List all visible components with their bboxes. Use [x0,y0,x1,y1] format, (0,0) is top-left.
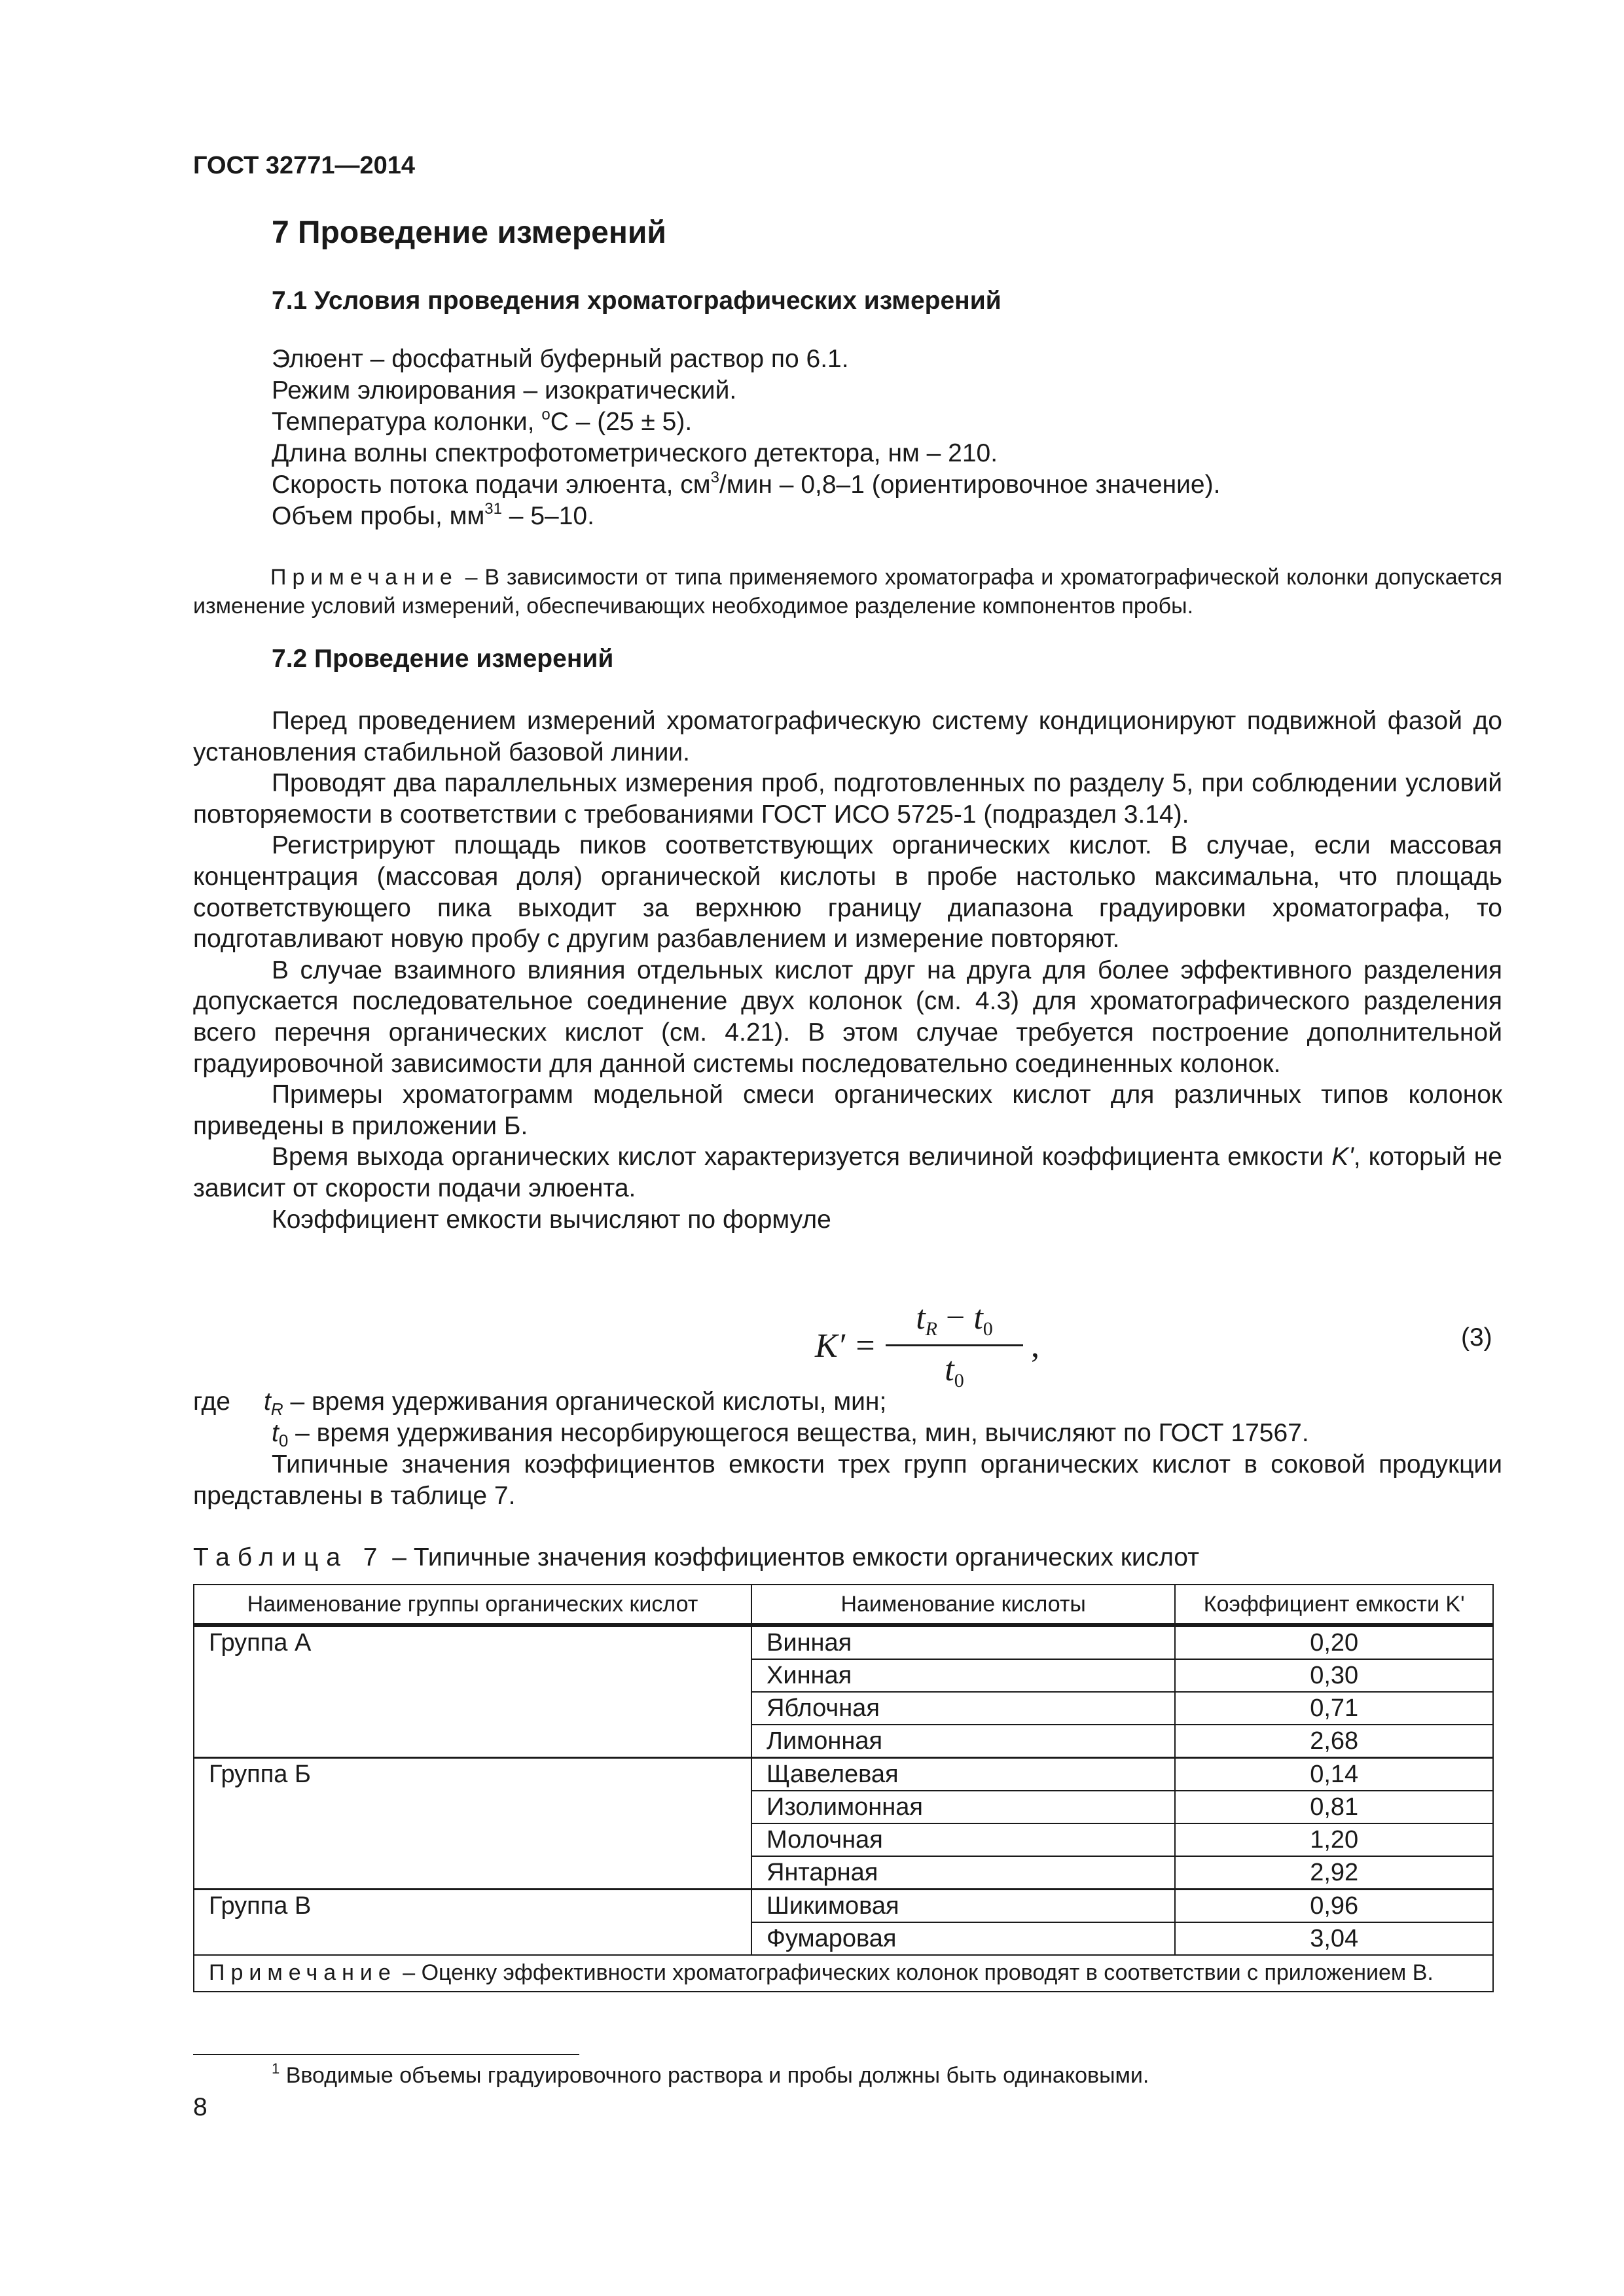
coefficient-value: 0,81 [1175,1791,1493,1823]
formula-number: (3) [1461,1323,1492,1352]
condition-elution-mode: Режим элюирования – изократический. [272,376,737,404]
coefficient-value: 0,71 [1175,1692,1493,1725]
acid-name: Шикимовая [751,1890,1175,1923]
coefficient-value: 3,04 [1175,1922,1493,1955]
table-caption: Таблица 7 – Типичные значения коэффициентов емкости органических кислот [193,1543,1199,1571]
document-code: ГОСТ 32771—2014 [193,152,416,179]
paragraph-typical: Типичные значения коэффициентов емкости трех групп органических кислот в соковой продукции представлены в таблице 7. [193,1450,1502,1510]
paragraph-parallel: Проводят два параллельных измерения проб, подготовленных по разделу 5, при соблюдении условий повторяемости в соответствии с требованиями ГОСТ ИСО 5725-1 (подраздел 3.14). [193,769,1502,829]
acid-name: Винная [751,1625,1175,1659]
footnote: $^1$ Вводимые объемы градуировочного раствора и пробы должны быть одинаковыми. [272,2060,1149,2088]
legend-where: где [193,1388,230,1416]
acid-name: Щавелевая [751,1758,1175,1791]
formula-legend [193,1386,1502,1512]
acid-name: Янтарная [751,1856,1175,1890]
coefficient-value: 0,30 [1175,1659,1493,1692]
coefficient-value: 2,68 [1175,1725,1493,1758]
body-text [193,706,1502,1235]
acid-name: Фумаровая [751,1922,1175,1955]
acid-name: Лимонная [751,1725,1175,1758]
acid-name: Яблочная [751,1692,1175,1725]
table-row [194,1625,1493,1659]
paragraph-peaks: Регистрируют площадь пиков соответствующих органических кислот. В случае, если массовая концентрация (массовая доля) органической кислоты в пробе настолько максимальна, что площадь соответствующего пика выходит за верхнюю границу диапазона градуировки хроматографа, то подготавливают новую пробу с другим разбавлением и измерение повторяют. [193,831,1502,954]
page-number: 8 [193,2093,208,2121]
formula-denominator: t0 [945,1351,964,1391]
formula-lhs: K′ = [815,1327,877,1365]
coefficient-value: 2,92 [1175,1856,1493,1890]
paragraph-retention: Время выхода органических кислот характеризуется величиной коэффициента емкости K', который не зависит от скорости подачи элюента. [193,1143,1502,1202]
table-note-row [194,1955,1493,1992]
formula-comma: , [1031,1327,1039,1365]
coefficient-value: 0,96 [1175,1890,1493,1923]
conditions-list [272,344,1220,532]
legend-t-r: $t_R$ – время удерживания органической кислоты, мин; [264,1388,887,1419]
paragraph-examples: Примеры хроматограмм модельной смеси органических кислот для различных типов колонок приведены в приложении Б. [193,1081,1502,1140]
coefficient-value: 0,14 [1175,1758,1493,1791]
note-text: – В зависимости от типа применяемого хроматографа и хроматографической колонки допускается изменение условий измерений, обеспечивающих необходимое разделение компонентов пробы. [193,565,1502,619]
note-conditions [193,563,1502,620]
footnote-divider [193,2054,579,2055]
paragraph-formula-intro: Коэффициент емкости вычисляют по формуле [272,1205,831,1234]
group-name: Группа В [194,1890,751,1956]
table-header-acid: Наименование кислоты [751,1585,1175,1625]
table-note: Примечание – Оценку эффективности хроматографических колонок проводят в соответствии с приложением В. [194,1955,1493,1992]
table-capacity-coefficients [193,1584,1494,1992]
table-header-coefficient: Коэффициент емкости K' [1175,1585,1493,1625]
coefficient-value: 1,20 [1175,1823,1493,1856]
group-name: Группа Б [194,1758,751,1890]
condition-temperature: Температура колонки, $^o$С – (25 ± 5). [272,406,693,436]
condition-flow-rate: Скорость потока подачи элюента, $см^3$/мин – 0,8–1 (ориентировочное значение). [272,469,1221,499]
section-title: 7 Проведение измерений [272,215,666,250]
subsection-title-7-2: 7.2 Проведение измерений [272,645,614,673]
condition-eluent: Элюент – фосфатный буферный раствор по 6.1. [272,345,849,373]
subsection-title-7-1: 7.1 Условия проведения хроматографических измерений [272,287,1001,315]
paragraph-columns: В случае взаимного влияния отдельных кислот друг на друга для более эффективного разделения допускается последовательное соединение двух колонок (см. 4.3) для хроматографического разделения всего перечня органических кислот (см. 4.21). В этом случае требуется построение дополнительной градуировочной зависимости для данной системы последовательно соединенных колонок. [193,956,1502,1078]
acid-name: Молочная [751,1823,1175,1856]
condition-wavelength: Длина волны спектрофотометрического детектора, нм – 210. [272,439,998,467]
acid-name: Хинная [751,1659,1175,1692]
paragraph-conditioning: Перед проведением измерений хроматографическую систему кондиционируют подвижной фазой до установления стабильной базовой линии. [193,707,1502,766]
formula-numerator: tR − t0 [916,1299,993,1340]
condition-sample-volume: Объем пробы, $мм^{31} - 5-10$. [272,500,594,530]
legend-t-0: $t_0$ – время удерживания несорбирующегося вещества, мин, вычисляют по ГОСТ 17567. [272,1419,1309,1450]
coefficient-value: 0,20 [1175,1625,1493,1659]
acid-name: Изолимонная [751,1791,1175,1823]
formula-fraction [886,1296,1023,1391]
table-row [194,1758,1493,1791]
note-label: Примечание [270,565,458,590]
group-name: Группа А [194,1625,751,1758]
table-row [194,1890,1493,1923]
table-header-group: Наименование группы органических кислот [194,1585,751,1625]
